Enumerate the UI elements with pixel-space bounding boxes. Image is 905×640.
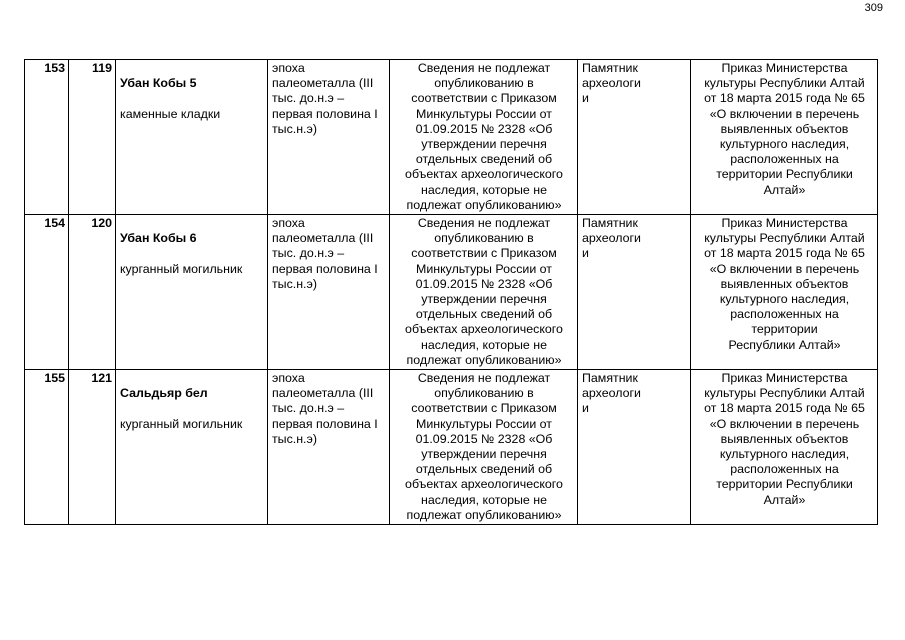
object-type: курганный могильник: [120, 261, 243, 276]
document-cell: Приказ Министерства культуры Республики Алтай от 18 марта 2015 года № 65 «О включении в перечень выявленных объектов культурного наследия, расположенных на территории Республики Алтай»: [691, 370, 878, 525]
object-type: курганный могильник: [120, 416, 243, 431]
heritage-objects-table: [24, 59, 878, 525]
table-row: [25, 370, 878, 525]
object-name: Сальдьяр бел: [120, 386, 208, 401]
location-cell: Сведения не подлежат опубликованию в соответствии с Приказом Минкультуры России от 01.09.2015 № 2328 «Об утверждении перечня отдельных сведений об объектах археологического наследия, которые не подлежат опубликованию»: [390, 215, 578, 370]
document-cell: Приказ Министерства культуры Республики Алтай от 18 марта 2015 года № 65 «О включении в перечень выявленных объектов культурного наследия, расположенных на территории Республики Алтай»: [691, 215, 878, 370]
document-cell: Приказ Министерства культуры Республики Алтай от 18 марта 2015 года № 65 «О включении в перечень выявленных объектов культурного наследия, расположенных на территории Республики Алтай»: [691, 60, 878, 215]
category-cell: Памятник археологи и: [578, 370, 691, 525]
table-row: [25, 60, 878, 215]
row-sub-number: 120: [69, 215, 116, 370]
object-name: Убан Кобы 5: [120, 76, 197, 91]
table-row: [25, 215, 878, 370]
object-type: каменные кладки: [120, 106, 221, 121]
category-cell: Памятник археологи и: [578, 60, 691, 215]
location-cell: Сведения не подлежат опубликованию в соответствии с Приказом Минкультуры России от 01.09.2015 № 2328 «Об утверждении перечня отдельных сведений об объектах археологического наследия, которые не подлежат опубликованию»: [390, 60, 578, 215]
category-cell: Памятник археологи и: [578, 215, 691, 370]
object-name-cell: [116, 215, 268, 370]
row-number: 154: [25, 215, 69, 370]
dating-cell: эпоха палеометалла (III тыс. до.н.э – первая половина I тыс.н.э): [268, 215, 390, 370]
row-sub-number: 121: [69, 370, 116, 525]
object-name-cell: [116, 60, 268, 215]
location-cell: Сведения не подлежат опубликованию в соответствии с Приказом Минкультуры России от 01.09.2015 № 2328 «Об утверждении перечня отдельных сведений об объектах археологического наследия, которые не подлежат опубликованию»: [390, 370, 578, 525]
object-name-cell: [116, 370, 268, 525]
row-number: 153: [25, 60, 69, 215]
dating-cell: эпоха палеометалла (III тыс. до.н.э – первая половина I тыс.н.э): [268, 370, 390, 525]
object-name: Убан Кобы 6: [120, 231, 197, 246]
row-sub-number: 119: [69, 60, 116, 215]
row-number: 155: [25, 370, 69, 525]
page-number: 309: [864, 2, 883, 14]
dating-cell: эпоха палеометалла (III тыс. до.н.э – первая половина I тыс.н.э): [268, 60, 390, 215]
